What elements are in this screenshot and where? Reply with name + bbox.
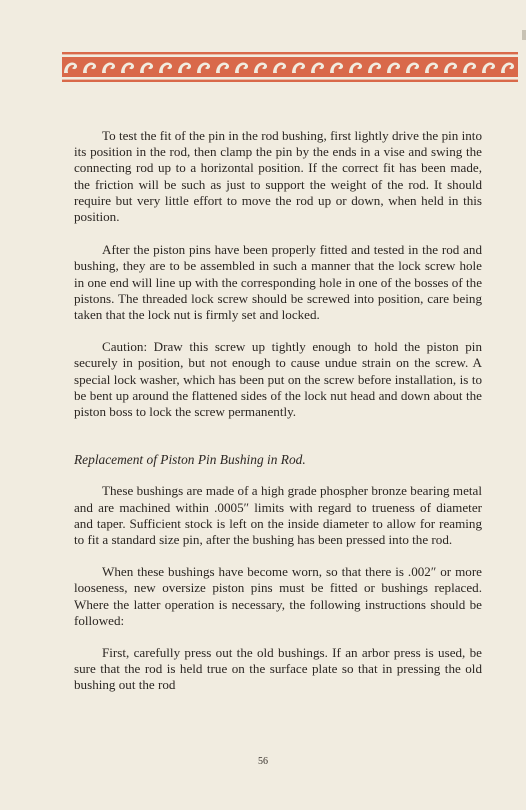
page-number: 56 (258, 756, 268, 767)
section-heading: Replacement of Piston Pin Bushing in Rod. (74, 452, 306, 468)
paragraph: When these bushings have become worn, so that there is .002″ or more looseness, new oversize piston pins must be fitted or bushings replaced. Where the latter operation is necessary, the following instructions should be followed: (74, 564, 482, 628)
paragraph: Caution: Draw this screw up tightly enough to hold the piston pin securely in position, but not enough to cause undue strain on the screw. A special lock washer, which has been put on the screw before installation, is to be bent up around the flattened sides of the lock nut head and down about the piston boss to lock the screw permanently. (74, 339, 482, 420)
paragraph: These bushings are made of a high grade phospher bronze bearing metal and are machined within .0005″ limits with regard to trueness of diameter and taper. Sufficient stock is left on the inside diameter to allow for reaming to fit a standard size pin, after the bushing has been pressed into the rod. (74, 483, 482, 548)
page-edge-mark (522, 30, 526, 40)
paragraph: After the piston pins have been properly fitted and tested in the rod and bushing, they are to be assembled in such a manner that the lock screw hole in one end will line up with the corresponding hole in one of the bosses of the pistons. The threaded lock screw should be screwed into position, care being taken that the lock nut is firmly set and locked. (74, 242, 482, 323)
paragraph: To test the fit of the pin in the rod bushing, first lightly drive the pin into its position in the rod, then clamp the pin by the ends in a vise and swing the connecting rod up to a horizontal position. If the correct fit has been made, the friction will be such as just to support the weight of the rod. It should require but very little effort to move the rod up or down, when held in this position. (74, 128, 482, 225)
paragraph: First, carefully press out the old bushings. If an arbor press is used, be sure that the rod is held true on the surface plate so that in pressing the old bushing out the rod (74, 645, 482, 693)
page-body (74, 128, 482, 710)
decorative-wave-border (62, 52, 518, 82)
